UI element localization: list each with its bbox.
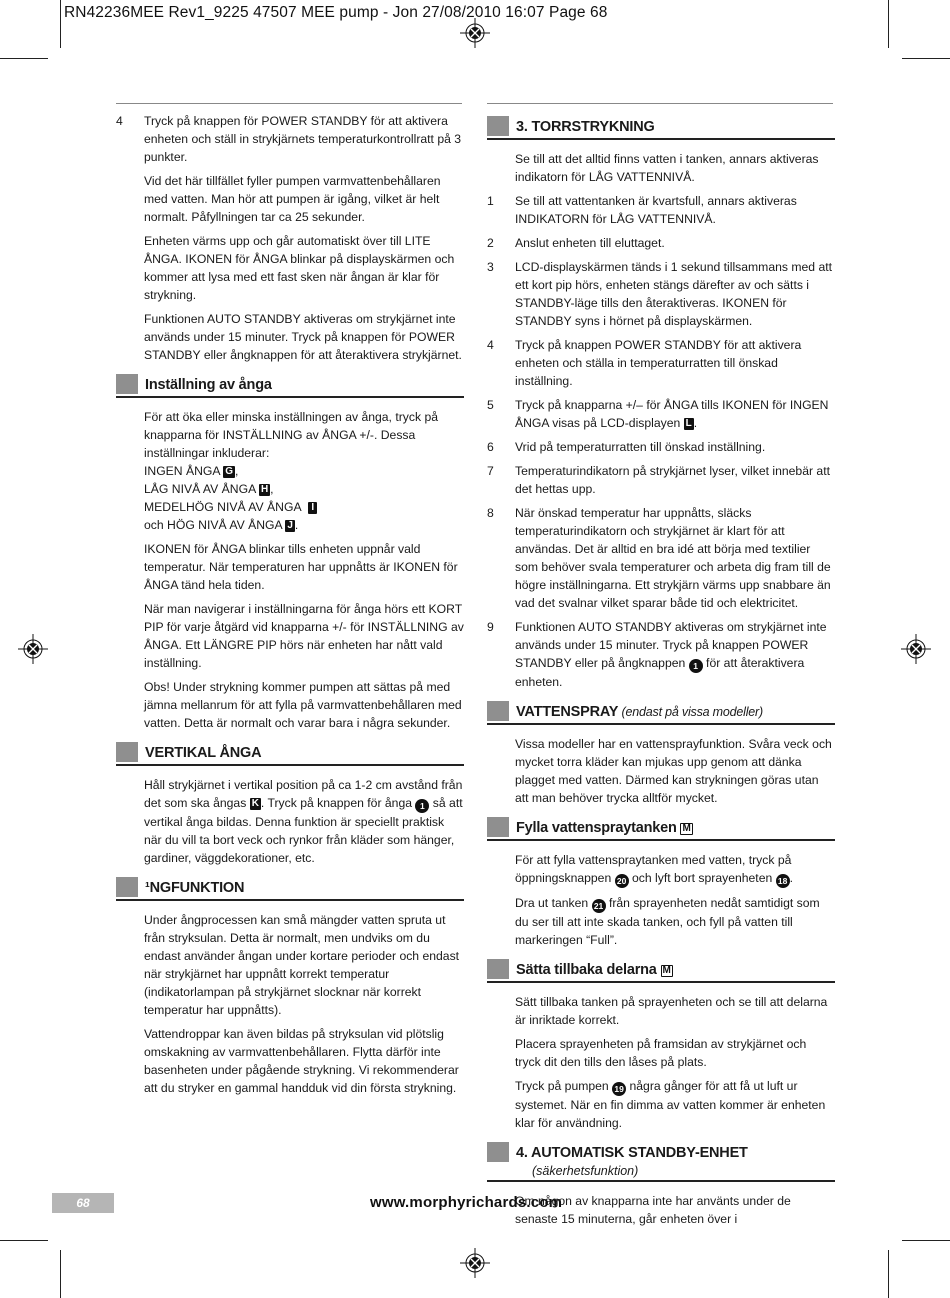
list-item — [487, 336, 835, 390]
section-subtitle: (endast på vissa modeller) — [618, 705, 763, 719]
paragraph: Se till att det alltid finns vatten i tanken, annars aktiveras indikatorn för LÅG VATTENNIVÅ. — [515, 152, 819, 184]
paragraph: Funktionen AUTO STANDBY aktiveras om strykjärnet inte används under 15 minuter. Tryck på knappen för POWER STANDBY eller ångknappen för att återaktivera strykjärnet. — [144, 312, 462, 362]
paragraph: Placera sprayenheten på framsidan av strykjärnet och tryck dit den tills den låses på plats. — [515, 1037, 807, 1069]
list-item — [487, 234, 835, 252]
item-text: Se till att vattentanken är kvartsfull, annars aktiveras INDIKATORN för LÅG VATTENNIVÅ. — [515, 194, 797, 226]
text-run: och lyft bort sprayenheten — [628, 871, 776, 885]
list-item — [487, 258, 835, 330]
paragraph: Vissa modeller har en vattensprayfunktion. Svåra veck och mycket torra kläder kan mjukas upp genom att dänka plagget med vatten. Därmed kan strykningen göras utan att man behöver trycka alltför mycket. — [515, 737, 832, 805]
section-title: ¹NGFUNKTION — [145, 880, 245, 896]
section-title — [516, 703, 763, 721]
heading-marker — [487, 817, 509, 837]
text-run: några gånger för att få ut luft ur systemet. När en fin dimma av vatten kommer är enheten klar för användning. — [515, 1079, 826, 1130]
top-rule — [116, 103, 462, 104]
part-number-icon: 1 — [689, 659, 703, 673]
part-number-icon: 21 — [592, 899, 606, 913]
text-run: För att fylla vattenspraytanken med vatten, tryck på öppningsknappen — [515, 853, 792, 885]
dry-steps — [487, 192, 835, 691]
key-label: L — [685, 418, 692, 429]
paragraph — [144, 776, 464, 867]
item-text: Vrid på temperaturratten till önskad inställning. — [515, 440, 766, 454]
crop-mark — [902, 58, 950, 59]
steam-level: MEDELHÖG NIVÅ AV ÅNGA — [144, 500, 302, 514]
crop-mark — [888, 0, 889, 48]
text-run: Tryck på pumpen — [515, 1079, 613, 1093]
section-title-text: VATTENSPRAY — [516, 704, 619, 720]
list-item — [487, 504, 835, 612]
section-heading — [116, 374, 464, 398]
item-number: 5 — [487, 398, 494, 412]
section-subtitle: (säkerhetsfunktion) — [532, 1164, 639, 1178]
part-number-icon: 1 — [415, 799, 429, 813]
right-column — [487, 106, 835, 1234]
section-title: VERTIKAL ÅNGA — [145, 745, 262, 761]
key-label: M — [682, 823, 691, 834]
section-title: Inställning av ånga — [145, 377, 272, 393]
item-text: Tryck på knappen POWER STANDBY för att aktivera enheten och ställa in temperaturratten till önskad inställning. — [515, 338, 802, 388]
key-label: J — [287, 520, 293, 531]
paragraph: Tryck på knappen för POWER STANDBY för att aktivera enheten och ställ in strykjärnets temperaturkontrollratt på 3 punkter. — [144, 114, 462, 164]
steam-intro: För att öka eller minska inställningen av ånga, tryck på knapparna för INSTÄLLNING av ÅNGA +/-. Dessa inställningar inkluderar: — [144, 410, 438, 460]
registration-mark-icon — [18, 634, 48, 664]
paragraph — [515, 894, 835, 949]
list-item — [487, 618, 835, 691]
paragraph: Om någon av knapparna inte har använts under de senaste 15 minuterna, går enheten över i — [515, 1194, 791, 1226]
text-run: från sprayenheten nedåt samtidigt som du ser till att inte skada tanken, och fyll på vatten till markeringen “Full”. — [515, 896, 820, 947]
section-heading — [487, 817, 835, 841]
punctuation: . — [294, 518, 299, 532]
left-column — [116, 112, 464, 1103]
item-text: Tryck på knapparna +/– för ÅNGA tills IKONEN för INGEN ÅNGA visas på LCD-displayen — [515, 398, 829, 430]
item-number: 3 — [487, 260, 494, 274]
part-number-icon: 20 — [615, 874, 629, 888]
key-label: K — [251, 798, 259, 809]
section-title-text: Fylla vattenspraytanken — [516, 820, 677, 836]
heading-marker — [116, 374, 138, 394]
text-run: så att vertikal ånga bildas. Denna funktion är speciellt praktisk när du vill ta bort veck och rynkor från kläder som hänger, gardiner, väggdekorationer, etc. — [144, 796, 463, 865]
text-run: . — [789, 871, 794, 885]
item-text: Temperaturindikatorn på strykjärnet lyser, vilket innebär att det hettas upp. — [515, 464, 830, 496]
text-run: . Tryck på knappen för ånga — [260, 796, 416, 810]
item-number: 2 — [487, 236, 494, 250]
heading-marker — [116, 742, 138, 762]
section-heading — [487, 701, 835, 725]
heading-marker — [487, 116, 509, 136]
item-number: 1 — [487, 194, 494, 208]
item-text: Funktionen AUTO STANDBY aktiveras om strykjärnet inte används under 15 minuter. Tryck på knappen POWER STANDBY eller på ångknappen — [515, 620, 827, 670]
item-number: 6 — [487, 440, 494, 454]
crop-mark — [888, 1250, 889, 1298]
item-number: 8 — [487, 506, 494, 520]
key-label: H — [260, 484, 269, 495]
crop-mark — [902, 1240, 950, 1241]
paragraph: Obs! Under strykning kommer pumpen att sättas på med jämna mellanrum för att fylla på varmvattenbehållaren med vatten. Detta är normalt och varar bara i några sekunder. — [144, 680, 462, 730]
section-heading — [487, 1142, 835, 1182]
registration-mark-icon — [460, 18, 490, 48]
section-heading — [116, 742, 464, 766]
steam-level: INGEN ÅNGA — [144, 464, 220, 478]
paragraph: Enheten värms upp och går automatiskt över till LITE ÅNGA. IKONEN för ÅNGA blinkar på displayskärmen och kommer att lysa med ett fast sken när ångan är klar för strykning. — [144, 234, 455, 302]
paragraph — [144, 408, 464, 534]
text-run: Håll strykjärnet i vertikal position på ca 1-2 cm avstånd från det som ska ångas — [144, 778, 463, 810]
section-title — [516, 819, 693, 837]
key-label: G — [225, 466, 234, 477]
website-url: www.morphyrichards.com — [370, 1194, 563, 1211]
paragraph: IKONEN för ÅNGA blinkar tills enheten uppnår vald temperatur. När temperaturen har uppnåtts är IKONEN för ÅNGA tänd hela tiden. — [144, 542, 458, 592]
item-number: 4 — [116, 114, 123, 128]
heading-marker — [487, 701, 509, 721]
steam-section — [116, 374, 464, 1097]
list-item — [487, 396, 835, 432]
paragraph — [515, 851, 835, 888]
section-title-text: Sätta tillbaka delarna — [516, 962, 657, 978]
section-title: 4. AUTOMATISK STANDBY-ENHET — [516, 1145, 748, 1161]
heading-marker — [116, 877, 138, 897]
paragraph — [515, 1077, 835, 1132]
text-run: Dra ut tanken — [515, 896, 592, 910]
item-number: 7 — [487, 464, 494, 478]
section-heading — [116, 877, 464, 901]
crop-mark — [0, 58, 48, 59]
crop-mark — [60, 0, 61, 48]
list-item — [487, 438, 835, 456]
crop-mark — [60, 1250, 61, 1298]
list-item — [487, 462, 835, 498]
paragraph: När man navigerar i inställningarna för ånga hörs ett KORT PIP för varje åtgärd vid knapparna +/- för INSTÄLLNING av ÅNGA. Ett LÄNGRE PIP hörs när enheten har nått vald inställning. — [144, 602, 464, 670]
steam-level: och HÖG NIVÅ AV ÅNGA — [144, 518, 282, 532]
print-header: RN42236MEE Rev1_9225 47507 MEE pump - Jon 27/08/2010 16:07 Page 68 — [64, 4, 608, 21]
key-label: M — [662, 965, 671, 976]
item-text: för att återaktivera enheten. — [515, 656, 805, 689]
section-title — [516, 961, 673, 979]
punctuation: , — [235, 464, 239, 478]
heading-marker — [487, 1142, 509, 1162]
list-item — [116, 112, 464, 364]
item-number: 9 — [487, 620, 494, 634]
paragraph: Vattendroppar kan även bildas på stryksulan vid plötslig omskakning av varmvattenbehållaren. Flytta därför inte basenheten under pågående strykning. Vi rekommenderar att du stryker en gammal handduk vid din första strykning. — [144, 1027, 459, 1095]
item-text: LCD-displayskärmen tänds i 1 sekund tillsammans med att ett kort pip hörs, enheten stängs därefter av och sätts i STANDBY-läge tills den återaktiveras. IKONEN för STANDBY syns i hörnet på displayskärmen. — [515, 260, 833, 328]
section-title: 3. TORRSTRYKNING — [516, 119, 655, 135]
registration-mark-icon — [460, 1248, 490, 1278]
crop-mark — [0, 1240, 48, 1241]
top-rule — [487, 103, 833, 104]
paragraph: Vid det här tillfället fyller pumpen varmvattenbehållaren med vatten. Man hör att pumpen är igång, vilket är helt normalt. Påfyllningen tar ca 25 sekunder. — [144, 174, 441, 224]
section-heading — [487, 959, 835, 983]
punctuation: , — [270, 482, 274, 496]
punctuation: . — [693, 416, 698, 430]
steam-level: LÅG NIVÅ AV ÅNGA — [144, 482, 256, 496]
key-label: I — [308, 502, 317, 514]
list-item — [487, 192, 835, 228]
item-text: Anslut enheten till eluttaget. — [515, 236, 665, 250]
paragraph: Sätt tillbaka tanken på sprayenheten och se till att delarna är inriktade korrekt. — [515, 995, 828, 1027]
paragraph: Under ångprocessen kan små mängder vatten spruta ut från stryksulan. Detta är normalt, men undviks om du endast använder ångan under kortare perioder och endast när strykjärnet har uppnått korrekt temperatur (indikatorlampan på strykjärnet slocknar när korrekt temperatur har uppnåtts). — [144, 913, 460, 1017]
item-number: 4 — [487, 338, 494, 352]
section-heading — [487, 116, 835, 140]
item-text: När önskad temperatur har uppnåtts, släcks temperaturindikatorn och strykjärnet är klart för att användas. Det är alltid en bra idé att börja med textilier som behöver svala temperaturer och arbeta dig fram till de högre inställningarna. Ett strykjärn värms upp snabbare än vad det svalnar vilket sparar både tid och elektricitet. — [515, 506, 831, 610]
part-number-icon: 18 — [776, 874, 790, 888]
page-number: 68 — [52, 1193, 114, 1213]
part-number-icon: 19 — [612, 1082, 626, 1096]
registration-mark-icon — [901, 634, 931, 664]
heading-marker — [487, 959, 509, 979]
